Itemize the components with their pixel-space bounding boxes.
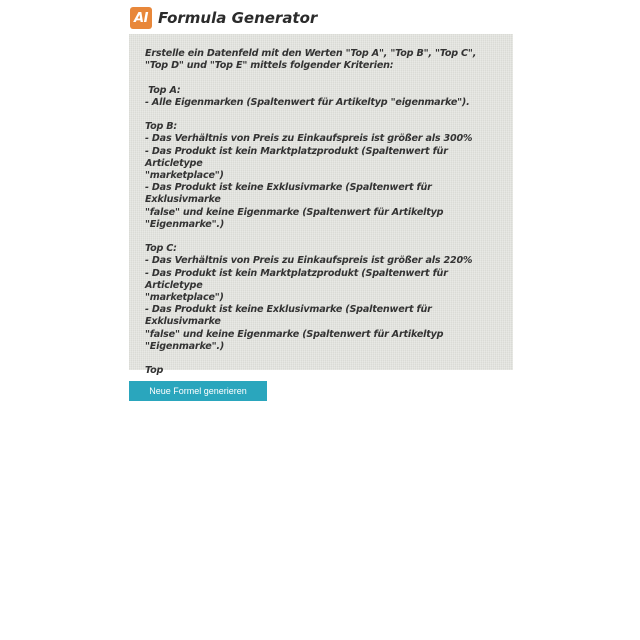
- page-title: Formula Generator: [158, 9, 318, 27]
- ai-logo-icon: AI: [130, 7, 152, 29]
- app-header: [130, 6, 317, 30]
- prompt-text[interactable]: Erstelle ein Datenfeld mit den Werten "Top A", "Top B", "Top C", "Top D" und "Top E" mittels folgender Kriterien: Top A: - Alle Eigenmarken (Spaltenwert für Artikeltyp "eigenmarke"). Top B: - Das Verhältnis von Preis zu Einkaufspreis ist größer als 300% - Das Produkt ist kein Marktplatzprodukt (Spaltenwert für Articletype "marketplace") - Das Produkt ist keine Exklusivmarke (Spaltenwert für Exklusivmarke "false" und keine Eigenmarke (Spaltenwert für Artikeltyp "Eigenmarke".) Top C: - Das Verhältnis von Preis zu Einkaufspreis ist größer als 220% - Das Produkt ist kein Marktplatzprodukt (Spaltenwert für Articletype "marketplace") - Das Produkt ist keine Exklusivmarke (Spaltenwert für Exklusivmarke "false" und keine Eigenmarke (Spaltenwert für Artikeltyp "Eigenmarke".) Top: [145, 48, 477, 377]
- prompt-textarea[interactable]: [129, 34, 513, 377]
- generate-formula-button[interactable]: Neue Formel generieren: [129, 381, 267, 401]
